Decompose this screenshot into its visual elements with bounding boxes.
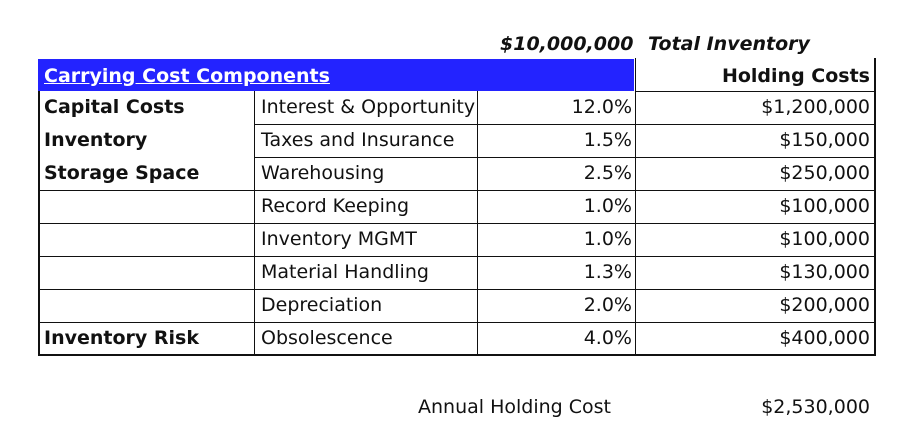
percent-cell[interactable]: 12.0%: [571, 96, 632, 118]
cost-cell[interactable]: $150,000: [779, 129, 870, 151]
section-title-link[interactable]: Carrying Cost Components: [44, 65, 330, 87]
row-divider: [636, 91, 876, 92]
percent-cell[interactable]: 1.0%: [583, 195, 632, 217]
percent-cell[interactable]: 2.0%: [583, 294, 632, 316]
holding-costs-header: Holding Costs: [721, 65, 870, 87]
table-row: [38, 289, 876, 322]
percent-cell[interactable]: 1.5%: [583, 129, 632, 151]
category-cell[interactable]: Storage Space: [44, 162, 200, 184]
percent-cell[interactable]: 1.0%: [583, 228, 632, 250]
annual-holding-cost-value[interactable]: $2,530,000: [761, 396, 870, 418]
component-cell[interactable]: Depreciation: [261, 294, 383, 316]
annual-holding-cost-label: Annual Holding Cost: [418, 396, 611, 418]
category-cell[interactable]: Capital Costs: [44, 96, 185, 118]
row-divider: [38, 256, 876, 257]
component-cell[interactable]: Interest & Opportunity: [261, 96, 476, 118]
percent-cell[interactable]: 2.5%: [583, 162, 632, 184]
cost-cell[interactable]: $130,000: [779, 261, 870, 283]
component-cell[interactable]: Inventory MGMT: [261, 228, 417, 250]
table-row: [38, 190, 876, 223]
row-divider: [38, 190, 876, 191]
column-divider: [635, 58, 636, 355]
category-cell[interactable]: [38, 289, 255, 322]
component-cell[interactable]: Material Handling: [261, 261, 429, 283]
category-cell[interactable]: [38, 223, 255, 256]
table-row: [38, 124, 876, 157]
cost-cell[interactable]: $100,000: [779, 228, 870, 250]
cost-cell[interactable]: $250,000: [779, 162, 870, 184]
component-cell[interactable]: Obsolescence: [261, 327, 393, 349]
total-inventory-label: Total Inventory: [648, 33, 810, 55]
table-row: [38, 322, 876, 355]
category-cell[interactable]: Inventory Risk: [44, 327, 199, 349]
cost-cell[interactable]: $1,200,000: [761, 96, 870, 118]
row-divider: [254, 124, 876, 125]
table-row: [38, 157, 876, 190]
row-divider: [38, 322, 876, 323]
total-inventory-value: $10,000,000: [500, 33, 634, 55]
component-cell[interactable]: Taxes and Insurance: [261, 129, 455, 151]
row-divider: [254, 157, 876, 158]
table-row: [38, 256, 876, 289]
percent-cell[interactable]: 4.0%: [583, 327, 632, 349]
table-right-border: [874, 58, 876, 356]
table-row: [38, 223, 876, 256]
row-divider: [38, 289, 876, 290]
cost-cell[interactable]: $400,000: [779, 327, 870, 349]
category-cell[interactable]: Inventory: [44, 129, 148, 151]
category-cell[interactable]: [38, 256, 255, 289]
row-divider: [38, 223, 876, 224]
percent-cell[interactable]: 1.3%: [583, 261, 632, 283]
table-row: [38, 91, 876, 124]
component-cell[interactable]: Record Keeping: [261, 195, 410, 217]
component-cell[interactable]: Warehousing: [261, 162, 385, 184]
cost-cell[interactable]: $100,000: [779, 195, 870, 217]
category-cell[interactable]: [38, 190, 255, 223]
carrying-cost-table: [38, 91, 876, 355]
table-bottom-border: [38, 354, 876, 356]
cost-cell[interactable]: $200,000: [779, 294, 870, 316]
